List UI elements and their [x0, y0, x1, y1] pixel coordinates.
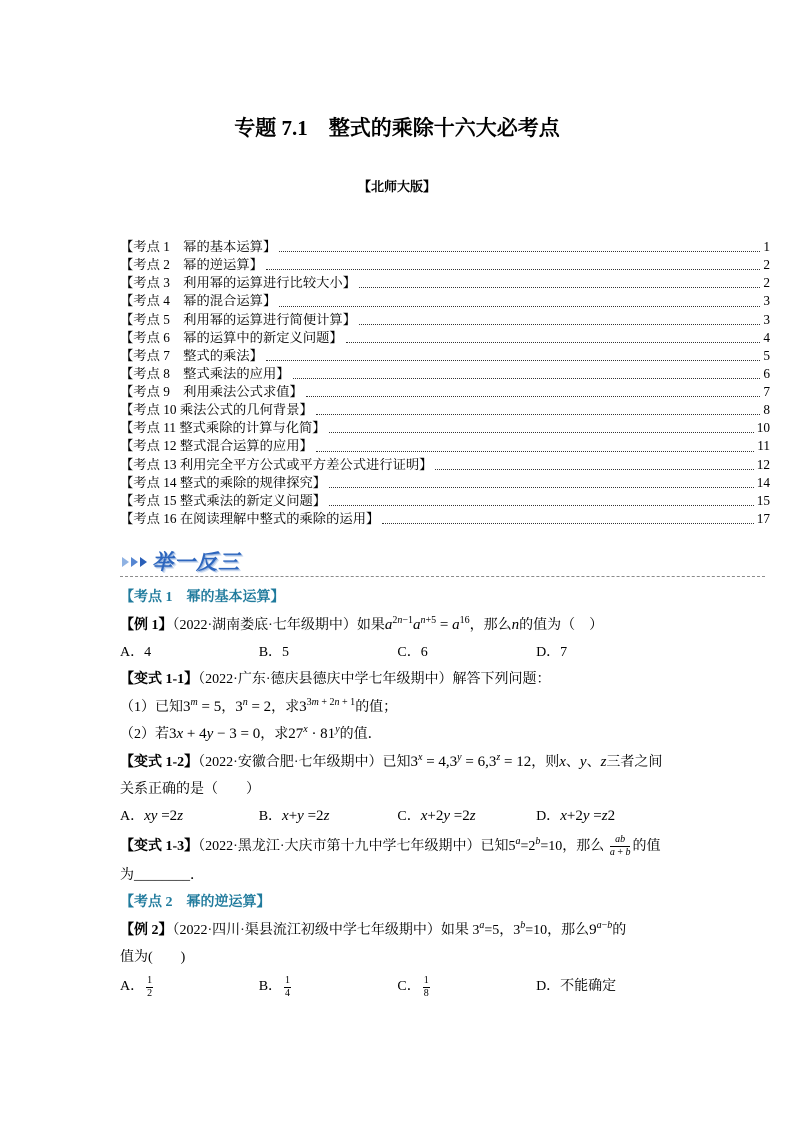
toc-leader: [279, 305, 760, 307]
toc-entry[interactable]: [120, 238, 770, 256]
toc-leader: [293, 377, 761, 379]
toc-page-number: 2: [763, 257, 770, 273]
math-expression: [580, 754, 587, 770]
math-expression: = 2: [247, 698, 272, 715]
section-heading: 【考点 2 幂的逆运算】: [120, 895, 271, 911]
question-text: A．: [120, 979, 145, 995]
fraction: [146, 976, 153, 999]
toc-page-number: 3: [763, 293, 770, 309]
math-expression: = a: [436, 616, 460, 633]
toc-entry[interactable]: [120, 437, 770, 455]
question-text: （2）若: [120, 727, 169, 743]
toc-leader: [306, 395, 761, 397]
question-line: [120, 749, 770, 776]
math-superscript: a−b: [596, 919, 613, 931]
math-variable: a: [609, 847, 615, 859]
question-line: [120, 917, 770, 944]
math-variable: z: [496, 751, 501, 763]
math-variable: x: [144, 808, 151, 825]
math-variable: a: [384, 616, 393, 633]
math-variable: x: [418, 751, 423, 763]
math-expression: 3: [235, 698, 243, 715]
toc-entry[interactable]: [120, 474, 770, 492]
toc-leader: [359, 323, 760, 325]
toc-entry[interactable]: [120, 292, 770, 310]
question-text: 三者之间: [606, 754, 663, 770]
math-expression: [559, 754, 566, 770]
answer-option: [120, 971, 259, 1002]
toc-leader: [279, 250, 760, 252]
question-line: [120, 666, 770, 693]
math-variable: a: [515, 835, 521, 847]
math-superscript: 2n−1: [392, 614, 413, 626]
toc-leader: [382, 522, 753, 524]
question-text: （1）已知: [120, 699, 183, 715]
toc-entry-label: 【考点 10 乘法公式的几何背景】: [120, 402, 313, 418]
question-text: B．: [258, 979, 283, 995]
answer-option: [259, 803, 398, 830]
toc-entry-label: 【考点 11 整式乘除的计算与化简】: [120, 420, 326, 436]
toc-page-number: 1: [763, 239, 770, 254]
question-text: 的值．: [339, 727, 382, 743]
math-variable: m: [190, 696, 198, 708]
toc-page-number: 11: [757, 438, 770, 454]
toc-entry[interactable]: [120, 274, 770, 292]
section-heading-line: [120, 889, 770, 916]
math-expression: 3x + 4y − 3 = 0: [169, 726, 261, 743]
toc-page-number: 6: [763, 365, 770, 381]
math-variable: y: [297, 808, 304, 825]
question-text: （2022·湖南娄底·七年级期中）如果: [172, 617, 385, 633]
toc-entry[interactable]: [120, 383, 770, 401]
toc-page-number: 15: [756, 492, 770, 508]
math-variable: m: [311, 696, 319, 708]
toc-entry[interactable]: [120, 456, 770, 474]
math-variable: x: [282, 808, 289, 825]
math-variable: b: [535, 835, 541, 847]
answer-option: [397, 803, 536, 830]
math-variable: b: [620, 834, 626, 846]
question-text: A．: [120, 809, 145, 825]
math-superscript: 16: [459, 614, 470, 626]
answer-option: [397, 639, 536, 666]
question-text: （2022·四川·渠县流江初级中学七年级期中）如果 3: [172, 922, 480, 938]
question-text: ，则: [531, 754, 560, 770]
math-variable: z: [177, 808, 184, 825]
toc-page-number: 12: [756, 456, 770, 472]
fraction-denominator: a + b: [609, 847, 631, 859]
toc-leader: [329, 431, 754, 433]
math-variable: y: [335, 724, 340, 736]
question-line: [120, 831, 770, 862]
fraction: [610, 835, 631, 858]
toc-entry-label: 【考点 5 利用幂的运算进行简便计算】: [120, 311, 357, 327]
toc-leader: [435, 468, 753, 470]
toc-page-number: 14: [756, 474, 770, 490]
toc-page-number: 17: [756, 510, 770, 526]
math-variable: x: [303, 724, 308, 736]
question-line: [120, 694, 770, 721]
edition-label: 【北师大版】: [357, 179, 436, 194]
banner-title: 举一反三: [152, 550, 240, 574]
answer-option: [120, 803, 259, 830]
toc-entry-label: 【考点 16 在阅读理解中整式的乘除的运用】: [120, 510, 380, 526]
toc-entry-label: 【考点 12 整式混合运算的应用】: [120, 438, 313, 454]
math-variable: n: [420, 614, 426, 626]
math-variable: n: [397, 614, 403, 626]
question-text: 、: [565, 754, 580, 770]
section-heading: 【考点 1 幂的基本运算】: [120, 590, 285, 606]
math-variable: n: [242, 696, 248, 708]
math-expression: x+2y =2z: [420, 808, 476, 825]
math-variable: x: [560, 808, 567, 825]
math-variable: b: [607, 919, 613, 931]
question-text: D．7: [536, 645, 568, 661]
question-text: （2022·广东·德庆县德庆中学七年级期中）解答下列问题：: [198, 672, 551, 688]
question-line: [120, 721, 770, 748]
toc-entry-label: 【考点 6 幂的运算中的新定义问题】: [120, 329, 343, 345]
math-variable: b: [625, 847, 631, 859]
exercise-content: [120, 584, 770, 1002]
toc-leader: [266, 268, 760, 270]
triple-arrow-icon: [122, 555, 150, 567]
toc-leader: [329, 504, 754, 506]
toc-entry-label: 【考点 9 利用乘法公式求值】: [120, 384, 303, 399]
toc-page-number: 4: [763, 329, 770, 345]
math-variable: y: [582, 808, 590, 825]
question-text: 的: [612, 922, 627, 938]
math-variable: y: [150, 808, 158, 825]
toc-entry[interactable]: [120, 256, 770, 274]
toc-entry[interactable]: [120, 329, 770, 347]
toc-entry-label: 【考点 15 整式乘法的新定义问题】: [120, 492, 327, 508]
math-superscript: [191, 697, 198, 708]
question-text: 、: [586, 754, 601, 770]
math-variable: z: [600, 753, 607, 770]
dashed-divider: [120, 576, 765, 577]
math-expression: x+2y =z2: [560, 808, 616, 825]
question-text: （2022·黑龙江·大庆市第十九中学七年级期中）已知5: [198, 838, 516, 854]
math-expression: 9: [589, 921, 597, 938]
fraction-numerator: 1: [147, 974, 153, 986]
fraction-numerator: 1: [423, 974, 429, 986]
answer-option: [120, 639, 259, 666]
math-expression: · 81: [307, 726, 336, 743]
toc-leader: [316, 413, 761, 415]
math-expression: 3: [410, 753, 418, 770]
question-text: B．5: [258, 645, 290, 661]
document-title: 专题 7.1 整式的乘除十六大必考点: [234, 116, 560, 140]
math-variable: z: [323, 808, 330, 825]
fraction: [284, 976, 291, 999]
question-text: 的值为（ ）: [519, 617, 604, 633]
question-text: 关系正确的是（ ）: [120, 782, 260, 798]
math-variable: n: [511, 616, 520, 633]
toc-entry-label: 【考点 8 整式乘法的应用】: [120, 365, 290, 381]
answer-option: [259, 971, 398, 1002]
toc-entry[interactable]: [120, 365, 770, 383]
question-text: C．6: [397, 645, 428, 661]
toc-leader: [329, 486, 754, 488]
math-variable: n: [334, 696, 340, 708]
answer-option: [397, 971, 536, 1002]
toc-entry-label: 【考点 14 整式的乘除的规律探究】: [120, 474, 327, 490]
math-variable: a: [615, 834, 621, 846]
toc-page-number: 2: [763, 275, 770, 291]
fraction-numerator: 1: [285, 974, 291, 986]
math-expression: 3: [299, 698, 307, 715]
item-label: 【变式 1-3】: [120, 838, 199, 854]
question-text: D．不能确定: [536, 979, 617, 995]
toc-page-number: 10: [756, 420, 770, 436]
toc-leader: [316, 450, 754, 452]
answer-option: [536, 639, 675, 666]
math-variable: a: [452, 616, 460, 633]
math-variable: x: [420, 808, 428, 825]
question-text: =2: [520, 838, 536, 854]
math-variable: y: [579, 753, 587, 770]
toc-entry[interactable]: [120, 492, 770, 510]
math-expression: x+y =2z: [282, 808, 330, 825]
math-expression: = 6,3: [461, 753, 497, 770]
toc-page-number: 3: [763, 311, 770, 327]
math-variable: y: [206, 726, 214, 743]
toc-leader: [359, 286, 760, 288]
math-variable: a: [412, 616, 421, 633]
question-text: 为________．: [120, 867, 204, 883]
question-text: C．: [397, 979, 421, 995]
question-text: =10，那么: [525, 922, 590, 938]
toc-entry[interactable]: [120, 347, 770, 365]
toc-entry[interactable]: [120, 419, 770, 437]
math-expression: xy =2z: [144, 808, 184, 825]
question-text: ，求: [260, 727, 289, 743]
toc-leader: [346, 341, 761, 343]
math-variable: x: [176, 726, 184, 743]
toc-entry[interactable]: [120, 401, 770, 419]
math-variable: z: [469, 808, 476, 825]
item-label: 【例 1】: [120, 617, 173, 633]
toc-entry-label: 【考点 3 利用幂的运算进行比较大小】: [120, 275, 357, 291]
toc-entry-label: 【考点 2 幂的逆运算】: [120, 257, 263, 273]
toc-entry-label: 【考点 7 整式的乘法】: [120, 347, 263, 363]
question-text: 的值；: [355, 699, 398, 715]
math-expression: 27: [288, 726, 304, 743]
section-heading-line: [120, 584, 770, 611]
question-text: ，那么: [469, 617, 512, 633]
question-text: ，: [221, 699, 236, 715]
question-text: =10，那么: [540, 838, 608, 854]
math-variable: a: [479, 919, 485, 931]
fraction-numerator: [610, 835, 631, 847]
question-text: ，求: [271, 699, 300, 715]
section-banner: [122, 549, 240, 573]
math-variable: y: [457, 751, 462, 763]
answer-options-row: [120, 639, 770, 666]
toc-entry-label: 【考点 4 幂的混合运算】: [120, 293, 277, 309]
math-superscript: n+5: [420, 614, 437, 626]
item-label: 【例 2】: [120, 922, 173, 938]
item-label: 【变式 1-2】: [120, 754, 199, 770]
toc-leader: [266, 359, 760, 361]
math-expression: = 5: [197, 698, 222, 715]
toc-page-number: 5: [763, 347, 770, 363]
question-text: 的值: [632, 838, 661, 854]
question-text: （2022·安徽合肥·七年级期中）已知: [198, 754, 411, 770]
math-variable: a: [596, 919, 602, 931]
question-line: [120, 776, 770, 803]
answer-options-row: [120, 803, 770, 830]
question-line: [120, 612, 770, 639]
math-expression: = 12: [500, 753, 532, 770]
answer-option: [259, 639, 398, 666]
toc-page-number: 7: [763, 384, 770, 399]
math-expression: = 4,3: [422, 753, 458, 770]
toc-entry[interactable]: [120, 510, 770, 528]
math-expression: [512, 617, 520, 633]
answer-option: [536, 803, 675, 830]
question-text: D．: [536, 809, 561, 825]
question-text: =5，3: [484, 922, 521, 938]
question-line: [120, 944, 770, 971]
fraction-denominator: 4: [285, 987, 291, 999]
toc-entry[interactable]: [120, 311, 770, 329]
item-label: 【变式 1-1】: [120, 672, 199, 688]
question-text: B．: [258, 809, 283, 825]
question-line: [120, 862, 770, 889]
fraction: [423, 976, 430, 999]
math-variable: z: [601, 808, 608, 825]
answer-option: [536, 971, 675, 1002]
toc-entry-label: 【考点 1 幂的基本运算】: [120, 239, 277, 254]
toc-page-number: 8: [763, 402, 770, 418]
fraction-denominator: 8: [423, 987, 429, 999]
question-text: A．4: [120, 645, 152, 661]
math-variable: b: [520, 919, 526, 931]
math-superscript: 3m + 2n + 1: [306, 696, 356, 708]
toc-entry-label: 【考点 13 利用完全平方公式或平方差公式进行证明】: [120, 456, 433, 472]
question-text: C．: [397, 809, 421, 825]
math-variable: x: [559, 753, 566, 770]
table-of-contents: [120, 238, 770, 528]
math-expression: 3: [183, 698, 191, 715]
fraction-denominator: 2: [147, 987, 153, 999]
question-text: 值为( ): [120, 949, 186, 965]
answer-options-row: [120, 971, 770, 1002]
math-variable: y: [443, 808, 451, 825]
